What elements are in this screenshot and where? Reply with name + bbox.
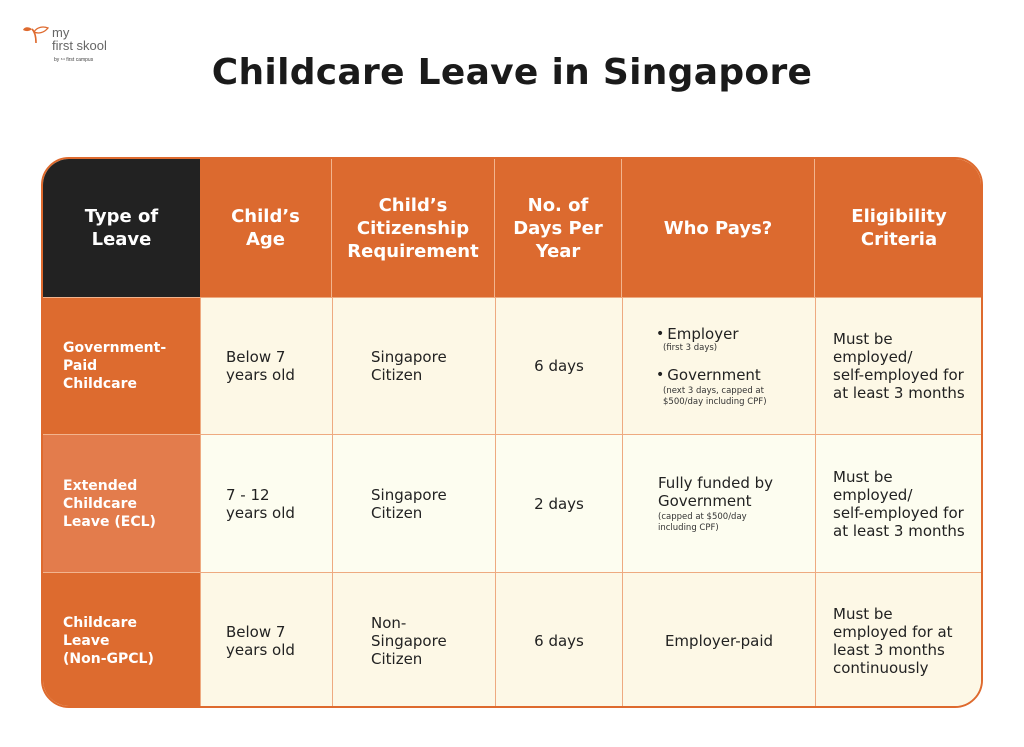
childcare-leave-table <box>41 157 983 708</box>
who-pays-label: Government <box>667 365 761 384</box>
cell-line: Singapore <box>371 485 447 504</box>
row1-age <box>200 297 332 434</box>
who-pays-note: (first 3 days) <box>663 342 718 353</box>
logo-text-line2: first skool <box>52 38 107 53</box>
cell-line: Below 7 <box>226 348 286 366</box>
row3-who-pays <box>622 572 815 708</box>
header-line: No. of <box>527 194 589 216</box>
row-type-government-paid <box>43 297 200 434</box>
cell-line: 7 - 12 <box>226 485 270 504</box>
header-line: Days Per <box>513 217 603 239</box>
page-title: Childcare Leave in Singapore <box>211 52 813 93</box>
cell-line: years old <box>226 640 295 659</box>
cell-line: Citizen <box>371 366 423 384</box>
who-pays-label: Employer <box>667 324 739 343</box>
header-line: Age <box>245 229 286 250</box>
cell-line: Must be <box>833 330 893 348</box>
header-childs-age <box>200 159 332 297</box>
row3-age <box>200 572 332 708</box>
type-line: Paid <box>63 358 98 374</box>
row1-days <box>495 297 622 434</box>
cell-line: Singapore <box>371 631 447 650</box>
header-line: Leave <box>91 229 152 250</box>
cell-line: Employer-paid <box>664 631 774 650</box>
logo-text-line1: my <box>52 25 70 40</box>
cell-line: continuously <box>833 658 929 677</box>
row2-citizenship <box>332 434 495 572</box>
header-line: Child’s <box>378 194 448 216</box>
sprout-icon <box>22 24 50 44</box>
bullet-icon: • <box>656 366 665 383</box>
header-citizenship <box>332 159 495 297</box>
type-line: Childcare <box>63 495 138 512</box>
row2-age <box>200 434 332 572</box>
row3-eligibility <box>815 572 983 708</box>
cell-line: at least 3 months <box>833 521 965 540</box>
row3-days <box>495 572 622 708</box>
cell-line: Singapore <box>371 348 447 366</box>
cell-line: employed for at <box>833 622 953 641</box>
cell-line: least 3 months <box>833 640 945 659</box>
type-line: Leave <box>63 632 110 649</box>
type-line: Extended <box>63 477 138 494</box>
row1-who-pays <box>622 297 815 434</box>
cell-line: Fully funded by <box>658 473 774 492</box>
cell-line: 6 days <box>534 631 584 650</box>
who-pays-note: (capped at $500/day <box>658 511 747 522</box>
header-line: Child’s <box>231 206 300 227</box>
header-days-per-year <box>495 159 622 297</box>
header-line: Type of <box>84 206 159 227</box>
cell-line: employed/ <box>833 485 913 504</box>
header-who-pays <box>622 159 815 297</box>
header-line: Who Pays? <box>663 217 773 239</box>
cell-line: years old <box>226 503 295 522</box>
type-line: Childcare <box>63 614 138 631</box>
cell-line: Below 7 <box>226 622 286 641</box>
row2-eligibility <box>815 434 983 572</box>
row2-who-pays <box>622 434 815 572</box>
cell-line: 6 days <box>534 357 584 375</box>
type-line: Childcare <box>63 376 138 392</box>
header-line: Year <box>535 240 581 262</box>
cell-line: employed/ <box>833 348 913 366</box>
header-type-of-leave <box>43 159 200 297</box>
bullet-icon: • <box>656 325 665 342</box>
cell-line: Must be <box>833 604 893 623</box>
who-pays-note: including CPF) <box>658 522 719 533</box>
logo-text-line3: by ⁶⁴ first campus <box>54 57 94 63</box>
header-line: Eligibility <box>851 206 947 227</box>
header-line: Citizenship <box>356 217 470 239</box>
who-pays-note: $500/day including CPF) <box>663 396 767 407</box>
type-line: Leave (ECL) <box>63 513 156 530</box>
header-line: Requirement <box>347 240 479 262</box>
cell-line: at least 3 months <box>833 384 965 402</box>
header-line: Criteria <box>860 229 938 250</box>
who-pays-item <box>656 325 767 343</box>
row2-days <box>495 434 622 572</box>
who-pays-item <box>656 366 767 384</box>
cell-line: years old <box>226 366 295 384</box>
cell-line: Citizen <box>371 649 423 668</box>
row3-citizenship <box>332 572 495 708</box>
cell-line: Must be <box>833 467 893 486</box>
row-type-non-gpcl <box>43 572 200 708</box>
row-type-extended-childcare <box>43 434 200 572</box>
cell-line: Non- <box>371 613 407 632</box>
cell-line: Government <box>658 491 752 510</box>
type-line: Government- <box>63 340 167 356</box>
cell-line: Citizen <box>371 503 423 522</box>
cell-line: self-employed for <box>833 366 964 384</box>
cell-line: 2 days <box>534 494 584 513</box>
row1-citizenship <box>332 297 495 434</box>
header-eligibility <box>815 159 983 297</box>
who-pays-note: (next 3 days, capped at <box>663 385 764 396</box>
row1-eligibility <box>815 297 983 434</box>
cell-line: self-employed for <box>833 503 964 522</box>
type-line: (Non-GPCL) <box>63 650 154 667</box>
